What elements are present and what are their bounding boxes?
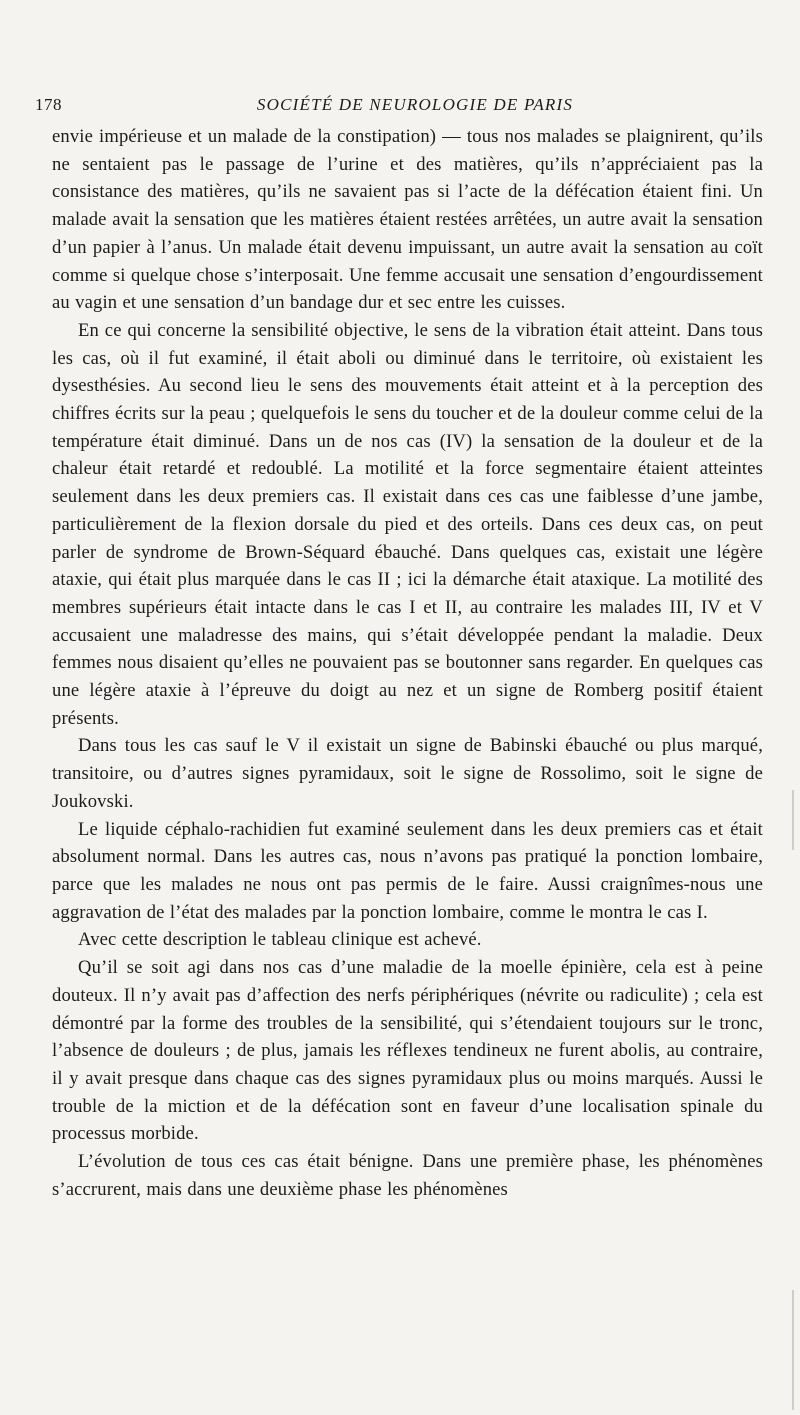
running-head [35, 95, 765, 117]
journal-title: SOCIÉTÉ DE NEUROLOGIE DE PARIS [256, 95, 574, 114]
paragraph-tableau-clinique: Avec cette description le tableau clinique est achevé. [78, 929, 482, 951]
paragraph-liquide-cephalo-rachidien: Le liquide céphalo-rachidien fut examiné seulement dans les deux premiers cas et était absolument normal. Dans les autres cas, nous n’avons pas pratiqué la ponction lombaire, parce que les malades ne nous ont pas permis de le faire. Aussi craignîmes-nous une aggravation de l’état des malades par la ponction lombaire, comme le montra le cas I. [52, 818, 763, 923]
page-number: 178 [35, 95, 62, 114]
page-edge-mark [792, 790, 794, 850]
page-edge-mark [792, 1290, 794, 1410]
paragraph-babinski: Dans tous les cas sauf le V il existait un signe de Babinski ébauché ou plus marqué, transitoire, ou d’autres signes pyramidaux, soit le signe de Rossolimo, soit le signe de Joukovski. [52, 735, 763, 812]
paragraph-sensibilite-objective: En ce qui concerne la sensibilité objective, le sens de la vibration était atteint. Dans tous les cas, où il fut examiné, il était aboli ou diminué dans le territoire, où existaient les dysesthésies. Au second lieu le sens des mouvements était atteint et à la perception des chiffres écrits sur la peau ; quelquefois le sens du toucher et de la douleur comme celui de la température était diminué. Dans un de nos cas (IV) la sensation de la douleur et de la chaleur était retardé et redoublé. La motilité et la force segmentaire étaient atteintes seulement dans les deux premiers cas. Il existait dans ces cas une faiblesse d’une jambe, particulièrement de la flexion dorsale du pied et des orteils. Dans ces deux cas, on peut parler de syndrome de Brown-Séquard ébauché. Dans quelques cas, existait une légère ataxie, qui était plus marquée dans le cas II ; ici la démarche était ataxique. La motilité des membres supérieurs était intacte dans le cas I et II, au contraire les malades III, IV et V accusaient une maladresse des mains, qui s’était développée pendant la maladie. Deux femmes nous disaient qu’elles ne pouvaient pas se boutonner sans regarder. En quelques cas une légère ataxie à l’épreuve du doigt au nez et un signe de Romberg positif étaient présents. [52, 319, 763, 729]
body-text [52, 123, 763, 1203]
paragraph-continuation: envie impérieuse et un malade de la constipation) — tous nos malades se plaignirent, qu’ils ne sentaient pas le passage de l’urine et des matières, qu’ils n’appréciaient pas la consistance des matières, qu’ils ne savaient pas si l’acte de la défécation étaient fini. Un malade avait la sensation que les matières étaient restées arrêtées, un autre avait la sensation d’un papier à l’anus. Un malade était devenu impuissant, un autre avait la sensation au coït comme si quelque chose s’interposait. Une femme accusait une sensation d’engourdissement au vagin et une sensation d’un bandage dur et sec entre les cuisses. [52, 126, 763, 314]
paragraph-moelle-epiniere: Qu’il se soit agi dans nos cas d’une maladie de la moelle épinière, cela est à peine douteux. Il n’y avait pas d’affection des nerfs périphériques (névrite ou radiculite) ; cela est démontré par la forme des troubles de la sensibilité, qui s’étendaient toujours sur le tronc, l’absence de douleurs ; de plus, jamais les réflexes tendineux ne furent abolis, au contraire, il y avait presque dans chaque cas des signes pyramidaux plus ou moins marqués. Aussi le trouble de la miction et de la défécation sont en faveur d’une localisation spinale du processus morbide. [52, 957, 763, 1145]
paragraph-evolution: L’évolution de tous ces cas était bénigne. Dans une première phase, les phénomènes s’accrurent, mais dans une deuxième phase les phénomènes [52, 1151, 763, 1200]
